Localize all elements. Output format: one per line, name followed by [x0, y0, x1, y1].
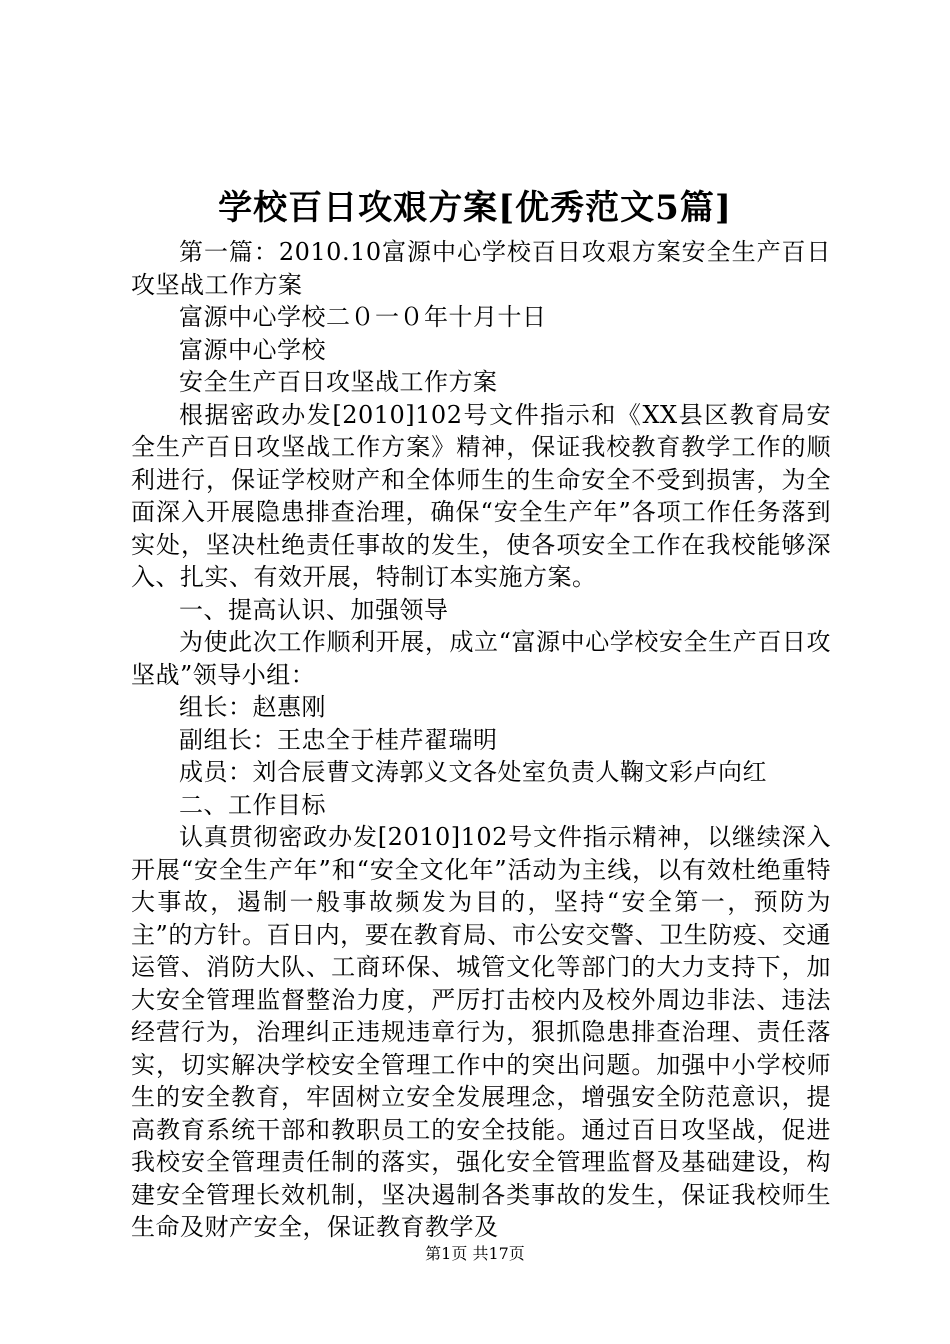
- paragraph-leader: 组长：赵惠刚: [179, 693, 326, 721]
- paragraph-2: 富源中心学校二０一０年十月十日: [179, 303, 547, 331]
- paragraph-3: 富源中心学校: [179, 335, 326, 364]
- paragraph-members: 成员：刘合辰曹文涛郭义文各处室负责人鞠文彩卢向红: [179, 758, 767, 786]
- document-body: [131, 236, 831, 1244]
- page-footer: 第1页 共17页: [425, 1244, 525, 1263]
- paragraph-1: 第一篇：2010.10富源中心学校百日攻艰方案安全生产百日攻坚战工作方案: [131, 238, 831, 299]
- paragraph-12: 认真贯彻密政办发[2010]102号文件指示精神，以继续深入开展“安全生产年”和“安全文化年”活动为主线，以有效杜绝重特大事故，遏制一般事故频发为目的，坚持“安全第一，预防为主”的方针。百日内，要在教育局、市公安交警、卫生防疫、交通运管、消防大队、工商环保、城管文化等部门的大力支持下，加大安全管理监督整治力度，严厉打击校内及校外周边非法、违法经营行为，治理纠正违规违章行为，狠抓隐患排查治理、责任落实，切实解决学校安全管理工作中的突出问题。加强中小学校师生的安全教育，牢固树立安全发展理念，增强安全防范意识，提高教育系统干部和教职员工的安全技能。通过百日攻坚战，促进我校安全管理责任制的落实，强化安全管理监督及基础建设，构建安全管理长效机制，坚决遏制各类事故的发生，保证我校师生生命及财产安全，保证教育教学及: [131, 823, 831, 1241]
- document-title: 学校百日攻艰方案[优秀范文5篇]: [218, 188, 732, 228]
- paragraph-4: 安全生产百日攻坚战工作方案: [179, 368, 498, 396]
- paragraph-7: 为使此次工作顺利开展，成立“富源中心学校安全生产百日攻坚战”领导小组：: [131, 628, 831, 689]
- paragraph-deputy-leader: 副组长：王忠全于桂芹翟瑞明: [179, 725, 498, 754]
- paragraph-5: 根据密政办发[2010]102号文件指示和《XX县区教育局安全生产百日攻坚战工作方案》精神，保证我校教育教学工作的顺利进行，保证学校财产和全体师生的生命安全不受到损害，为全面深入开展隐患排查治理，确保“安全生产年”各项工作任务落到实处，坚决杜绝责任事故的发生，使各项安全工作在我校能够深入、扎实、有效开展，特制订本实施方案。: [131, 400, 831, 591]
- section-heading-2: 二、工作目标: [179, 790, 326, 819]
- section-heading-1: 一、提高认识、加强领导: [179, 595, 449, 624]
